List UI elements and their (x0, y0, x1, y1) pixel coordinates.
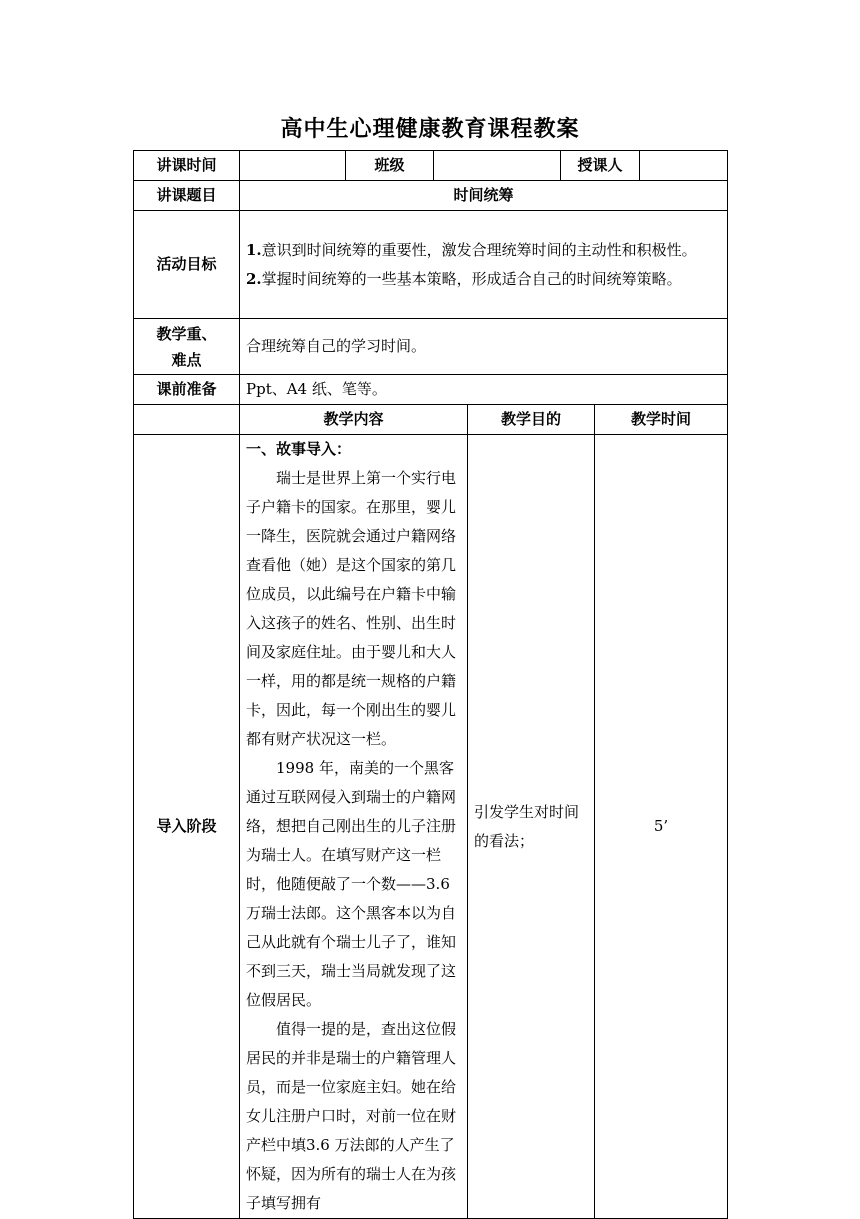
prep-row (134, 375, 728, 405)
stage-heading: 一、故事导入： (246, 440, 352, 458)
prep-value: Ppt、A4 纸、笔等。 (240, 375, 728, 405)
goals-content (240, 211, 728, 319)
topic-row (134, 181, 728, 211)
key-value: 合理统筹自己的学习时间。 (240, 319, 728, 375)
page-title: 高中生心理健康教育课程教案 (280, 116, 580, 142)
content-header-row (134, 405, 728, 435)
class-label: 班级 (346, 151, 434, 181)
lesson-plan-table (133, 150, 728, 1219)
goal-item-2: 2.掌握时间统筹的一些基本策略，形成适合自己的时间统筹策略。 (246, 269, 682, 288)
stage-paragraph-1: 瑞士是世界上第一个实行电子户籍卡的国家。在那里，婴儿一降生，医院就会通过户籍网络查看他（她）是这个国家的第几位成员，以此编号在户籍卡中输入这孩子的姓名、性别、出生时间及家庭住址。由于婴儿和大人一样，用的都是统一规格的户籍卡，因此，每一个刚出生的婴儿都有财产状况这一栏。 (246, 469, 457, 748)
stage-purpose: 引发学生对时间的看法； (468, 435, 595, 1219)
content-header-duration: 教学时间 (595, 405, 728, 435)
goal-item-1: 1.意识到时间统筹的重要性，激发合理统筹时间的主动性和积极性。 (246, 240, 697, 259)
stage-paragraph-3: 值得一提的是，查出这位假居民的并非是瑞士的户籍管理人员，而是一位家庭主妇。她在给女儿注册户口时，对前一位在财产栏中填3.6 万法郎的人产生了怀疑，因为所有的瑞士人在为孩子填写拥有 (246, 1020, 457, 1212)
time-label: 讲课时间 (134, 151, 240, 181)
class-value (434, 151, 561, 181)
prep-label: 课前准备 (134, 375, 240, 405)
intro-stage-row (134, 435, 728, 1219)
goals-label: 活动目标 (134, 211, 240, 319)
stage-paragraph-2: 1998 年，南美的一个黑客通过互联网侵入到瑞士的户籍网络，想把自己刚出生的儿子注册为瑞士人。在填写财产这一栏时，他随便敲了一个数——3.6 万瑞士法郎。这个黑客本以为自己从此就有个瑞士儿子了，谁知不到三天，瑞士当局就发现了这位假居民。 (246, 759, 457, 1009)
topic-value: 时间统筹 (240, 181, 728, 211)
stage-duration: 5’ (595, 435, 728, 1219)
teacher-label: 授课人 (561, 151, 640, 181)
goals-row (134, 211, 728, 319)
header-row (134, 151, 728, 181)
content-header-purpose: 教学目的 (468, 405, 595, 435)
content-header-content: 教学内容 (240, 405, 468, 435)
time-value (240, 151, 346, 181)
key-row (134, 319, 728, 375)
stage-label: 导入阶段 (134, 435, 240, 1219)
key-label: 教学重、 难点 (134, 319, 240, 375)
stage-content (240, 435, 468, 1219)
topic-label: 讲课题目 (134, 181, 240, 211)
content-header-blank (134, 405, 240, 435)
teacher-value (640, 151, 728, 181)
